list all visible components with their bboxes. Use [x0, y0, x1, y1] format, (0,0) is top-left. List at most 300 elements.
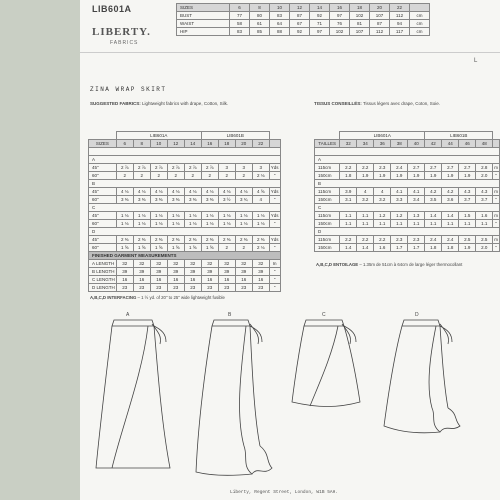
- finished-cell: 23: [184, 284, 201, 292]
- yardage-cell: 1.4: [340, 244, 357, 252]
- yardage-cell: 3.2: [374, 196, 391, 204]
- yardage-data-row: [315, 212, 500, 220]
- body-chart-cell: 64: [270, 20, 290, 28]
- yardage-code-a: LIB601A: [340, 132, 425, 140]
- yardage-data-row: [315, 172, 500, 180]
- yardage-cell: 1 ⅛: [218, 220, 235, 228]
- yardage-cell: 3.6: [442, 196, 459, 204]
- body-chart-cell: 107: [370, 12, 390, 20]
- pattern-title: ZINA WRAP SKIRT: [90, 86, 167, 93]
- yardage-size-cell: 42: [425, 140, 442, 148]
- yardage-cell: 4 ⅛: [218, 188, 235, 196]
- yardage-cell: 4.3: [476, 188, 493, 196]
- suggested-fabrics-fr: [314, 101, 440, 106]
- metric-yardage-table: [314, 131, 500, 252]
- yardage-view-label: C: [315, 204, 500, 212]
- yardage-cell: 2: [184, 172, 201, 180]
- yardage-cell: 2: [116, 172, 133, 180]
- yardage-cell: 2: [235, 172, 252, 180]
- yardage-cell: 1 ⅛: [235, 220, 252, 228]
- yardage-cell: 2 ⅜: [150, 236, 167, 244]
- yardage-cell: 4 ⅛: [116, 188, 133, 196]
- yardage-unit: ": [493, 172, 500, 180]
- yardage-code-row: [89, 132, 281, 140]
- yardage-cell: 1.1: [408, 220, 425, 228]
- yardage-cell: 2 ⅞: [184, 164, 201, 172]
- yardage-view-row: [89, 204, 281, 212]
- yardage-data-row: [315, 164, 500, 172]
- yardage-cell: 1 ⅛: [167, 220, 184, 228]
- yardage-cell: 4 ⅛: [235, 188, 252, 196]
- skirt-c-illustration: [288, 316, 364, 416]
- yardage-cell: 3 ⅜: [167, 196, 184, 204]
- body-chart-cell: 112: [390, 12, 410, 20]
- yardage-cell: 2 ⅜: [201, 236, 218, 244]
- finished-cell: 23: [133, 284, 150, 292]
- yardage-cell: 1 ⅛: [116, 220, 133, 228]
- yardage-cell: 3.3: [391, 196, 408, 204]
- body-chart-label: WAIST: [177, 20, 230, 28]
- body-chart-cell: 12: [290, 4, 310, 12]
- yardage-cell: 3 ⅜: [201, 196, 218, 204]
- body-chart-label: HIP: [177, 28, 230, 36]
- yardage-cell: 2.4: [425, 236, 442, 244]
- yardage-cell: 2 ⅜: [184, 236, 201, 244]
- yardage-cell: 2 ⅛: [252, 244, 269, 252]
- finished-cell: 23: [235, 284, 252, 292]
- body-chart-label: BUST: [177, 12, 230, 20]
- finished-cell: 39: [235, 268, 252, 276]
- yardage-cell: 2.2: [357, 236, 374, 244]
- yardage-cell: 1 ⅝: [116, 244, 133, 252]
- entoilage-note: [316, 262, 462, 267]
- yardage-spacer: [315, 148, 500, 156]
- yardage-size-cell: 48: [476, 140, 493, 148]
- finished-cell: 16: [150, 276, 167, 284]
- yardage-unit: m: [494, 165, 498, 170]
- yardage-view-row: [89, 180, 281, 188]
- yardage-spacer: [89, 132, 117, 140]
- yardage-unit: m: [494, 237, 498, 242]
- body-chart-cell: 22: [390, 4, 410, 12]
- yardage-width: 115cm: [315, 164, 340, 172]
- yardage-cell: 1 ⅛: [116, 212, 133, 220]
- yardage-width: 45": [89, 236, 117, 244]
- yardage-cell: 4: [252, 196, 269, 204]
- yardage-cell: 2.7: [442, 164, 459, 172]
- yardage-spacer-row: [315, 148, 500, 156]
- yardage-cell: 2.3: [408, 236, 425, 244]
- finished-cell: 39: [218, 268, 235, 276]
- yardage-cell: 2 ⅞: [133, 164, 150, 172]
- yardage-view-label: B: [315, 180, 500, 188]
- finished-cell: 23: [252, 284, 269, 292]
- yardage-cell: 4: [357, 188, 374, 196]
- finished-cell: 23: [201, 284, 218, 292]
- yardage-data-row: [89, 212, 281, 220]
- yardage-cell: 1.5: [459, 212, 476, 220]
- yardage-cell: 3.1: [340, 196, 357, 204]
- body-chart-row: [177, 20, 430, 28]
- yardage-cell: 1.9: [459, 244, 476, 252]
- yardage-unit: ": [269, 220, 280, 228]
- yardage-cell: 3 ⅜: [184, 196, 201, 204]
- yardage-unit: ": [493, 220, 500, 228]
- yardage-cell: 4.1: [408, 188, 425, 196]
- yardage-cell: 1.9: [408, 172, 425, 180]
- yardage-cell: 3 ¾: [235, 196, 252, 204]
- yardage-cell: 3 ⅜: [133, 196, 150, 204]
- yardage-width: 45": [89, 164, 117, 172]
- finished-cell: 23: [150, 284, 167, 292]
- finished-cell: 16: [116, 276, 133, 284]
- body-measurement-chart: [176, 3, 430, 36]
- yardage-cell: 3.7: [476, 196, 493, 204]
- yardage-cell: 2.3: [374, 164, 391, 172]
- yardage-width: 150cm: [315, 244, 340, 252]
- yardage-cell: 2.4: [391, 164, 408, 172]
- yardage-cell: 1.9: [391, 172, 408, 180]
- yardage-code-b: LIB601B: [201, 132, 269, 140]
- yardage-cell: 1 ⅛: [235, 212, 252, 220]
- body-chart-cell: 85: [250, 28, 270, 36]
- finished-cell: 39: [184, 268, 201, 276]
- body-chart-row: [177, 4, 430, 12]
- yardage-view-label: B: [89, 180, 281, 188]
- body-chart-cell: 61: [250, 20, 270, 28]
- finished-cell: 39: [201, 268, 218, 276]
- finished-cell: 16: [218, 276, 235, 284]
- finished-cell: 16: [235, 276, 252, 284]
- yardage-cell: 2.0: [476, 244, 493, 252]
- finished-cell: 39: [167, 268, 184, 276]
- view-label-b: B: [228, 312, 232, 318]
- body-chart-cell: cm: [410, 12, 430, 20]
- yardage-size-cell: 20: [235, 140, 252, 148]
- yardage-cell: 1 ⅛: [201, 212, 218, 220]
- yardage-cell: 2: [218, 244, 235, 252]
- yardage-cell: 1.1: [340, 220, 357, 228]
- yardage-view-row: [315, 204, 500, 212]
- body-chart-row: [177, 12, 430, 20]
- yardage-unit-header: [493, 140, 500, 148]
- finished-cell: 23: [167, 284, 184, 292]
- suggested-fabrics-en: [90, 101, 228, 106]
- yardage-cell: 2: [201, 172, 218, 180]
- yardage-cell: 1.1: [357, 212, 374, 220]
- body-chart-cell: 87: [370, 20, 390, 28]
- yardage-size-cell: 12: [167, 140, 184, 148]
- yardage-cell: 2.0: [476, 172, 493, 180]
- finished-cell: 39: [116, 268, 133, 276]
- finished-cell: 32: [184, 260, 201, 268]
- yardage-cell: 2 ⅜: [218, 236, 235, 244]
- yardage-unit: ": [269, 196, 280, 204]
- yardage-code-row: [315, 132, 500, 140]
- yardage-cell: 2.8: [476, 164, 493, 172]
- yardage-cell: 1 ⅝: [201, 244, 218, 252]
- yardage-cell: 2.7: [425, 164, 442, 172]
- yardage-unit: Yds: [270, 213, 279, 218]
- yardage-unit: Yds: [270, 165, 279, 170]
- body-chart-cell: 92: [310, 12, 330, 20]
- body-chart-cell: 71: [310, 20, 330, 28]
- yardage-cell: 3.4: [408, 196, 425, 204]
- yardage-cell: 4 ⅛: [184, 188, 201, 196]
- body-chart-cell: 77: [230, 12, 250, 20]
- finished-cell: 32: [235, 260, 252, 268]
- yardage-cell: 1 ⅝: [184, 244, 201, 252]
- finished-row: [89, 284, 281, 292]
- yardage-cell: 1 ⅛: [184, 220, 201, 228]
- yardage-cell: 4 ⅛: [201, 188, 218, 196]
- yardage-cell: 1 ⅛: [133, 212, 150, 220]
- finished-cell: 32: [133, 260, 150, 268]
- finished-cell: 32: [116, 260, 133, 268]
- yardage-cell: 2: [133, 172, 150, 180]
- yardage-size-cell: 10: [150, 140, 167, 148]
- body-chart-cell: 87: [290, 12, 310, 20]
- yardage-data-row: [315, 244, 500, 252]
- yardage-cell: 3: [235, 164, 252, 172]
- skirt-b-illustration: [192, 316, 278, 486]
- yardage-cell: 1 ⅛: [252, 212, 269, 220]
- yardage-cell: 2 ⅞: [167, 164, 184, 172]
- yardage-cell: 3 ⅜: [116, 196, 133, 204]
- yardage-cell: 2: [218, 172, 235, 180]
- yardage-unit: Yds: [270, 237, 279, 242]
- yardage-cell: 4.3: [459, 188, 476, 196]
- yardage-unit: ": [493, 196, 500, 204]
- suggested-fabrics-label: SUGGESTED FABRICS:: [90, 101, 141, 106]
- finished-cell: 16: [201, 276, 218, 284]
- yardage-sizes-label: SIZES: [89, 140, 117, 148]
- yardage-cell: 1.9: [459, 172, 476, 180]
- pattern-code: LIB601A: [92, 4, 132, 14]
- yardage-width: 150cm: [315, 172, 340, 180]
- yardage-cell: 1 ⅛: [201, 220, 218, 228]
- body-chart-cell: 107: [350, 28, 370, 36]
- yardage-cell: 4 ⅛: [167, 188, 184, 196]
- yardage-cell: 1 ⅛: [184, 212, 201, 220]
- finished-cell: 32: [167, 260, 184, 268]
- body-chart-cell: 102: [330, 28, 350, 36]
- yardage-unit: m: [494, 189, 498, 194]
- finished-measurements-header: FINISHED GARMENT MEASUREMENTS: [89, 252, 281, 260]
- yardage-view-row: [89, 156, 281, 164]
- yardage-cell: 1.4: [442, 212, 459, 220]
- finished-cell: 16: [133, 276, 150, 284]
- yardage-size-cell: 46: [459, 140, 476, 148]
- yardage-cell: 4 ⅝: [252, 188, 269, 196]
- view-label-a: A: [126, 312, 130, 318]
- finished-label: D LENGTH: [89, 284, 117, 292]
- yardage-data-row: [315, 196, 500, 204]
- yardage-cell: 4 ⅛: [150, 188, 167, 196]
- yardage-size-cell: 14: [184, 140, 201, 148]
- body-chart-cell: 102: [350, 12, 370, 20]
- brand-subtitle: FABRICS: [110, 40, 139, 46]
- finished-unit: ": [269, 276, 280, 284]
- finished-row: [89, 268, 281, 276]
- yardage-cell: 2: [235, 244, 252, 252]
- yardage-cell: 1 ⅛: [133, 220, 150, 228]
- yardage-cell: 2.5: [459, 236, 476, 244]
- yardage-size-cell: 32: [340, 140, 357, 148]
- brand-logo: LIBERTY.: [92, 26, 151, 38]
- yardage-spacer: [315, 132, 340, 140]
- yardage-cell: 2 ⅜: [235, 236, 252, 244]
- yardage-size-cell: 44: [442, 140, 459, 148]
- yardage-size-cell: 16: [201, 140, 218, 148]
- yardage-cell: 1.1: [340, 212, 357, 220]
- entoilage-label: A,B,C,D ENTOILAGE: [316, 262, 359, 267]
- yardage-cell: 1 ⅛: [252, 220, 269, 228]
- yardage-cell: 1.6: [476, 212, 493, 220]
- yardage-cell: 4.1: [391, 188, 408, 196]
- yardage-cell: 2.5: [476, 236, 493, 244]
- yardage-size-cell: 36: [374, 140, 391, 148]
- yardage-data-row: [89, 172, 281, 180]
- body-chart-cell: 83: [230, 28, 250, 36]
- body-chart-row: [177, 28, 430, 36]
- skirt-a-illustration: [92, 316, 172, 476]
- yardage-cell: 2.7: [408, 164, 425, 172]
- finished-cell: 16: [184, 276, 201, 284]
- body-chart-cell: 83: [270, 12, 290, 20]
- body-chart-cell: 97: [310, 28, 330, 36]
- yardage-data-row: [89, 236, 281, 244]
- finished-cell: 23: [218, 284, 235, 292]
- body-chart-cell: cm: [410, 28, 430, 36]
- yardage-cell: 2 ⅞: [116, 164, 133, 172]
- yardage-data-row: [315, 236, 500, 244]
- tissus-conseilles-text: Tissus légers avec drape, Coton, Soie.: [362, 101, 441, 106]
- yardage-cell: 1.1: [374, 220, 391, 228]
- yardage-cell: 1.9: [442, 172, 459, 180]
- yardage-cell: 1.7: [391, 244, 408, 252]
- finished-cell: 16: [252, 276, 269, 284]
- yardage-cell: 3.9: [340, 188, 357, 196]
- yardage-cell: 3: [252, 164, 269, 172]
- yardage-width: 45": [89, 188, 117, 196]
- yardage-size-cell: 40: [408, 140, 425, 148]
- finished-cell: 32: [218, 260, 235, 268]
- body-chart-cell: 10: [270, 4, 290, 12]
- yardage-cell: 1.1: [425, 220, 442, 228]
- yardage-spacer: [269, 132, 280, 140]
- yardage-cell: 1.6: [374, 244, 391, 252]
- body-chart-cell: 58: [230, 20, 250, 28]
- body-chart-cell: 112: [370, 28, 390, 36]
- yardage-spacer: [89, 148, 281, 156]
- finished-cell: 39: [133, 268, 150, 276]
- pattern-envelope-back: [80, 0, 500, 500]
- fold-line: [80, 52, 500, 53]
- interfacing-note: [90, 295, 225, 300]
- yardage-size-cell: 34: [357, 140, 374, 148]
- yardage-cell: 2 ⅜: [167, 236, 184, 244]
- yardage-cell: 2 ⅜: [116, 236, 133, 244]
- finished-unit: ": [269, 268, 280, 276]
- yardage-size-cell: 8: [133, 140, 150, 148]
- corner-mark: L: [474, 58, 478, 64]
- yardage-cell: 2.4: [442, 236, 459, 244]
- yardage-cell: 2.2: [374, 236, 391, 244]
- yardage-cell: 2.2: [340, 236, 357, 244]
- yardage-cell: 1.1: [391, 220, 408, 228]
- yardage-width: 60": [89, 220, 117, 228]
- finished-cell: 39: [150, 268, 167, 276]
- yardage-code-a: LIB601A: [116, 132, 201, 140]
- yardage-cell: 1.8: [340, 172, 357, 180]
- yardage-size-cell: 6: [116, 140, 133, 148]
- yardage-view-row: [89, 228, 281, 236]
- yardage-unit: ": [493, 244, 500, 252]
- yardage-size-cell: 38: [391, 140, 408, 148]
- body-chart-cell: 18: [350, 4, 370, 12]
- yardage-cell: 1 ⅝: [133, 244, 150, 252]
- yardage-cell: 1 ⅛: [167, 212, 184, 220]
- body-chart-cell: 92: [290, 28, 310, 36]
- yardage-view-label: D: [315, 228, 500, 236]
- yardage-view-label: D: [89, 228, 281, 236]
- finished-cell: 39: [252, 268, 269, 276]
- yardage-cell: 3.7: [459, 196, 476, 204]
- yardage-cell: 1.4: [357, 244, 374, 252]
- body-chart-cell: 88: [270, 28, 290, 36]
- yardage-width: 45": [89, 212, 117, 220]
- yardage-cell: 3 ⅜: [150, 196, 167, 204]
- yardage-cell: 1 ⅛: [150, 212, 167, 220]
- finished-label: C LENGTH: [89, 276, 117, 284]
- yardage-cell: 1.3: [408, 212, 425, 220]
- body-chart-cell: 81: [350, 20, 370, 28]
- body-chart-cell: 117: [390, 28, 410, 36]
- yardage-cell: 1.2: [391, 212, 408, 220]
- yardage-cell: 2: [167, 172, 184, 180]
- yardage-width: 150cm: [315, 220, 340, 228]
- yardage-unit: ": [269, 244, 280, 252]
- body-chart-cell: 97: [330, 12, 350, 20]
- finished-label: B LENGTH: [89, 268, 117, 276]
- yardage-cell: 1.1: [357, 220, 374, 228]
- yardage-data-row: [315, 220, 500, 228]
- yardage-cell: 1.1: [476, 220, 493, 228]
- yardage-cell: 1 ⅛: [150, 220, 167, 228]
- yardage-cell: 2 ⅜: [133, 236, 150, 244]
- finished-row: [89, 260, 281, 268]
- yardage-cell: 3.5: [425, 196, 442, 204]
- body-chart-cell: 14: [310, 4, 330, 12]
- finished-row: [89, 276, 281, 284]
- yardage-width: 115cm: [315, 212, 340, 220]
- yardage-cell: 3.2: [357, 196, 374, 204]
- yardage-cell: 2 ⅞: [150, 164, 167, 172]
- finished-unit: In: [269, 260, 280, 268]
- finished-label: A LENGTH: [89, 260, 117, 268]
- yardage-cell: 3 ½: [218, 196, 235, 204]
- yardage-cell: 1.1: [442, 220, 459, 228]
- yardage-cell: 4: [374, 188, 391, 196]
- yardage-code-b: LIB601B: [425, 132, 493, 140]
- yardage-cell: 1.4: [425, 212, 442, 220]
- yardage-width: 60": [89, 196, 117, 204]
- body-chart-cell: 94: [390, 20, 410, 28]
- skirt-d-illustration: [380, 316, 466, 456]
- yardage-width: 60": [89, 172, 117, 180]
- yardage-view-row: [315, 228, 500, 236]
